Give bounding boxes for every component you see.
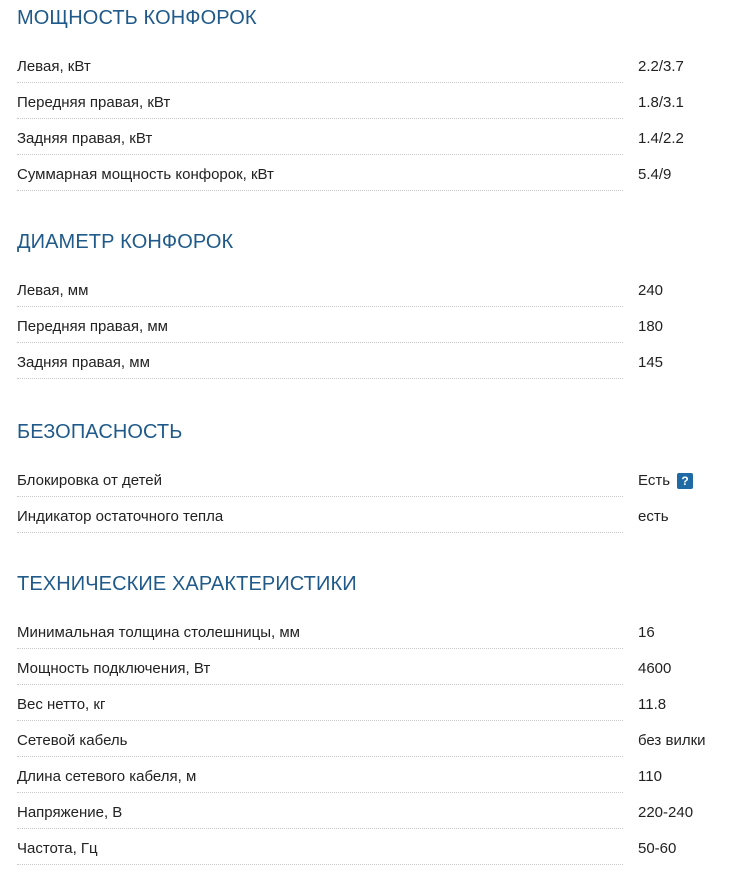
spec-label: Минимальная толщина столешницы, мм	[17, 624, 304, 642]
section-burner-diameter	[17, 230, 717, 388]
spec-label: Вес нетто, кг	[17, 696, 109, 714]
spec-label: Сетевой кабель	[17, 732, 131, 750]
spec-value: есть	[638, 508, 669, 525]
spec-label: Левая, кВт	[17, 58, 95, 76]
spec-value: 11.8	[638, 696, 667, 713]
spec-value: 220-240	[638, 804, 694, 821]
spec-row	[17, 352, 717, 388]
spec-label: Длина сетевого кабеля, м	[17, 768, 200, 786]
spec-label: Задняя правая, кВт	[17, 130, 156, 148]
spec-rows	[17, 622, 717, 874]
spec-value: 4600	[638, 660, 672, 677]
section-safety	[17, 420, 717, 542]
spec-rows	[17, 470, 717, 542]
spec-value: 110	[638, 768, 662, 785]
spec-row	[17, 92, 717, 128]
spec-label: Блокировка от детей	[17, 472, 166, 490]
spec-row	[17, 694, 717, 730]
spec-label: Частота, Гц	[17, 840, 102, 858]
spec-label: Суммарная мощность конфорок, кВт	[17, 166, 278, 184]
spec-rows	[17, 56, 717, 200]
spec-label: Передняя правая, кВт	[17, 94, 174, 112]
spec-value: 240	[638, 282, 664, 299]
section-title: БЕЗОПАСНОСТЬ	[17, 421, 183, 443]
spec-label: Передняя правая, мм	[17, 318, 172, 336]
spec-value: 2.2/3.7	[638, 58, 684, 75]
spec-value: 50-60	[638, 840, 677, 857]
spec-row	[17, 56, 717, 92]
spec-value: 1.4/2.2	[638, 130, 684, 147]
spec-rows	[17, 280, 717, 388]
section-title: ТЕХНИЧЕСКИЕ ХАРАКТЕРИСТИКИ	[17, 573, 357, 595]
question-mark-icon[interactable]: ?	[677, 473, 693, 489]
section-technical	[17, 572, 717, 874]
spec-row	[17, 730, 717, 766]
spec-value: 145	[638, 354, 664, 371]
spec-value: 180	[638, 318, 664, 335]
spec-value: 16	[638, 624, 655, 641]
spec-row	[17, 280, 717, 316]
spec-label: Напряжение, В	[17, 804, 126, 822]
spec-row	[17, 164, 717, 200]
spec-value: без вилки	[638, 732, 706, 749]
spec-label: Индикатор остаточного тепла	[17, 508, 227, 526]
spec-row	[17, 506, 717, 542]
spec-row	[17, 766, 717, 802]
spec-row	[17, 316, 717, 352]
spec-value: Есть	[638, 472, 671, 489]
section-title: ДИАМЕТР КОНФОРОК	[17, 231, 234, 253]
spec-row	[17, 802, 717, 838]
spec-label: Левая, мм	[17, 282, 92, 300]
section-burner-power	[17, 6, 717, 200]
spec-label: Задняя правая, мм	[17, 354, 154, 372]
spec-value: 1.8/3.1	[638, 94, 684, 111]
spec-value: 5.4/9	[638, 166, 672, 183]
spec-row	[17, 622, 717, 658]
section-title: МОЩНОСТЬ КОНФОРОК	[17, 7, 257, 29]
spec-label: Мощность подключения, Вт	[17, 660, 214, 678]
spec-row	[17, 128, 717, 164]
spec-row	[17, 658, 717, 694]
spec-row	[17, 838, 717, 874]
spec-row	[17, 470, 717, 506]
